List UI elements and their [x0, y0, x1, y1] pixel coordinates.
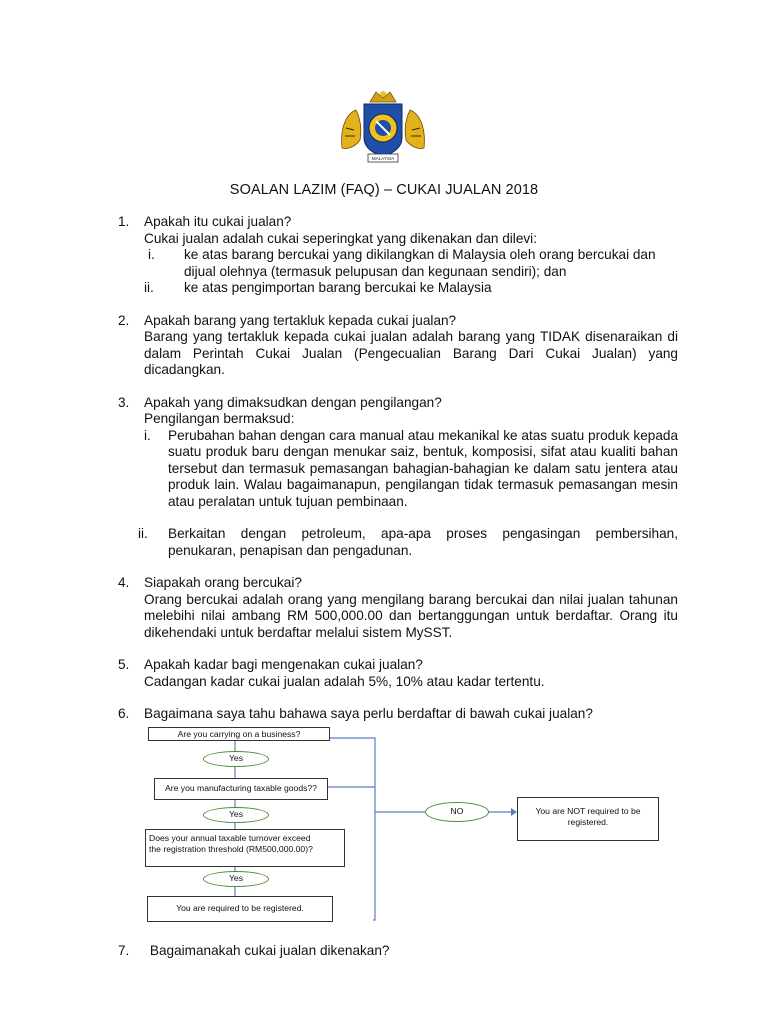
crest-scroll-text: MALAYSIA: [371, 156, 395, 161]
registration-flowchart: [145, 722, 665, 944]
faq-question: Apakah yang dimaksudkan dengan pengilangan?: [144, 394, 442, 410]
page-title: SOALAN LAZIM (FAQ) – CUKAI JUALAN 2018: [229, 182, 539, 198]
flow-result-line: registered.: [567, 817, 609, 827]
no-branch-line: [373, 812, 375, 920]
faq-number: 3.: [118, 394, 130, 410]
faq-question: Bagaimana saya tahu bahawa saya perlu berdaftar di bawah cukai jualan?: [144, 706, 593, 721]
roman-numeral: ii.: [138, 526, 148, 541]
faq-item-7: [118, 943, 389, 958]
flow-question-turnover-line: the registration threshold (RM500,000.00)?: [149, 844, 313, 854]
subitem-line: ke atas barang bercukai yang dikilangkan di Malaysia oleh orang bercukai dan: [184, 247, 656, 262]
faq-number: 7.: [118, 943, 130, 958]
faq-item-2: [118, 313, 678, 379]
faq-question: Siapakah orang bercukai?: [144, 575, 302, 590]
flow-question-manufacturing: Are you manufacturing taxable goods??: [154, 778, 328, 800]
faq-number: 2.: [118, 312, 130, 328]
roman-numeral: i.: [148, 247, 155, 262]
faq-answer: Cukai jualan adalah cukai seperingkat yang dikenakan dan dilevi:: [144, 230, 537, 246]
subitem-text: ke atas pengimportan barang bercukai ke Malaysia: [184, 280, 492, 295]
flow-yes-1: Yes: [203, 751, 269, 767]
subitem-text: [184, 247, 678, 280]
faq-question: Bagaimanakah cukai jualan dikenakan?: [149, 943, 390, 958]
flow-question-business: Are you carrying on a business?: [148, 727, 330, 741]
faq-item-5: [118, 657, 678, 690]
faq-item-4: [118, 575, 678, 641]
faq-answer: Orang bercukai adalah orang yang mengilang barang bercukai dan nilai jualan tahunan melebihi nilai ambang RM 500,000.00 dan bertanggungan untuk berdaftar. Orang itu dikehendaki untuk berdaftar melalui sistem MySST.: [144, 591, 678, 640]
flow-question-turnover: [145, 829, 345, 867]
faq-subitem: [138, 526, 678, 559]
faq-subitem: [144, 280, 678, 297]
flow-result-registered: You are required to be registered.: [147, 896, 333, 922]
subitem-text: Perubahan bahan dengan cara manual atau mekanikal ke atas suatu produk kepada suatu produk baru dengan menukar saiz, bentuk, komposisi, sifat atau kualiti bahan tersebut dan termasuk pemasangan bahagian-bahagian ke dalam satu jentera atau produk lain. Walau bagaimanapun, pengilangan tidak termasuk pemasangan mesin atau peralatan untuk tujuan pembinaan.: [168, 427, 678, 509]
faq-answer: Pengilangan bermaksud:: [144, 411, 295, 426]
faq-number: 1.: [118, 214, 130, 229]
roman-numeral: i.: [144, 427, 151, 443]
faq-number: 6.: [118, 706, 130, 721]
flow-yes-2: Yes: [203, 807, 269, 823]
flow-no: NO: [425, 802, 489, 822]
flow-result-line: You are NOT required to be: [535, 806, 641, 816]
subitem-line: dijual olehnya (termasuk pelupusan dan kegunaan sendiri); dan: [184, 263, 567, 279]
subitem-text: Berkaitan dengan petroleum, apa-apa proses pengasingan pembersihan, penukaran, penapisan dan pengadunan.: [168, 526, 678, 558]
faq-question: Apakah kadar bagi mengenakan cukai jualan?: [144, 657, 423, 672]
faq-number: 5.: [118, 657, 130, 672]
flow-result-not-registered: [517, 797, 659, 841]
roman-numeral: ii.: [144, 280, 154, 295]
no-branch-line: [330, 738, 375, 812]
faq-item-6: [118, 706, 678, 723]
faq-number: 4.: [118, 575, 130, 590]
faq-answer: Barang yang tertakluk kepada cukai jualan adalah barang yang TIDAK disenaraikan di dalam Perintah Cukai Jualan (Pengecualian Barang Dari Cukai Jualan) yang dicadangkan.: [144, 329, 678, 377]
flow-question-turnover-line: Does your annual taxable turnover exceed: [149, 833, 311, 843]
faq-item-1: [118, 214, 678, 297]
faq-list: [118, 214, 678, 739]
faq-question: Apakah itu cukai jualan?: [144, 214, 292, 229]
faq-subitem: [144, 428, 678, 511]
faq-subitem: [144, 247, 678, 280]
malaysia-customs-crest-icon: [336, 88, 430, 166]
faq-question: Apakah barang yang tertakluk kepada cukai jualan?: [144, 312, 457, 328]
faq-answer: Cadangan kadar cukai jualan adalah 5%, 10% atau kadar tertentu.: [144, 673, 545, 689]
faq-item-3: [118, 395, 678, 560]
flow-yes-3: Yes: [203, 871, 269, 887]
